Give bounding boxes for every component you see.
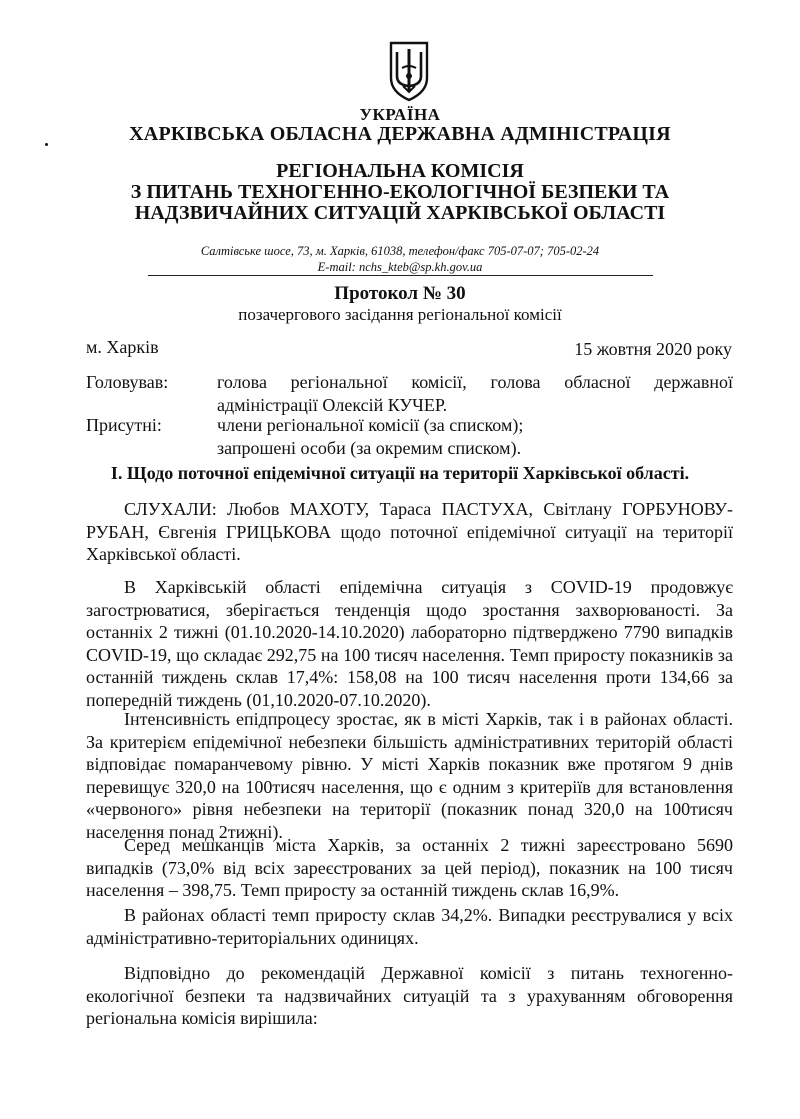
section-title: І. Щодо поточної епідемічної ситуації на території Харківської області. bbox=[110, 463, 690, 483]
email-line: E-mail: nchs_kteb@sp.kh.gov.ua bbox=[317, 260, 483, 274]
present-value bbox=[217, 414, 733, 459]
paragraph-text: В районах області темп приросту склав 34,2%. Випадки реєструвалися у всіх адміністративно-територіальних одиницях. bbox=[86, 905, 733, 948]
paragraph-text: СЛУХАЛИ: Любов МАХОТУ, Тараса ПАСТУХА, Світлану ГОРБУНОВУ-РУБАН, Євгенія ГРИЦЬКОВА щодо поточної епідемічної ситуації на території Харківської області. bbox=[86, 499, 733, 565]
administration-name: ХАРКІВСЬКА ОБЛАСНА ДЕРЖАВНА АДМІНІСТРАЦІЯ bbox=[129, 123, 671, 145]
commission-title-line-1: РЕГІОНАЛЬНА КОМІСІЯ bbox=[276, 160, 524, 182]
paragraph-city-residents bbox=[86, 834, 733, 902]
commission-title-line-2: З ПИТАНЬ ТЕХНОГЕННО-ЕКОЛОГІЧНОЇ БЕЗПЕКИ ТА bbox=[130, 181, 670, 203]
paragraph-text: Відповідно до рекомендацій Державної комісії з питань техногенно-екологічної безпеки та надзвичайних ситуацій та з урахуванням обговорення регіональна комісія вирішила: bbox=[86, 963, 733, 1029]
present-line-1: члени регіональної комісії (за списком); bbox=[217, 415, 524, 435]
chaired-label: Головував: bbox=[86, 372, 169, 392]
protocol-city: м. Харків bbox=[86, 337, 159, 357]
paragraph-heard bbox=[86, 498, 733, 566]
protocol-subtitle: позачергового засідання регіональної комісії bbox=[238, 305, 562, 324]
paragraph-situation bbox=[86, 576, 733, 712]
country-name: УКРАЇНА bbox=[359, 105, 441, 124]
paragraph-text: В Харківській області епідемічна ситуація з COVID-19 продовжує загострюватися, зберігається тенденція щодо зростання захворюваності. За останніх 2 тижні (01.10.2020-14.10.2020) лабораторно підтверджено 7790 випадків COVID-19, що складає 292,75 на 100 тисяч населення. Темп приросту показників за останній тиждень склав 17,4%: 158,08 на 100 тисяч населення проти 134,66 за попередній тиждень (01,10.2020-07.10.2020). bbox=[86, 577, 733, 710]
header-divider bbox=[148, 275, 653, 276]
commission-title-line-3: НАДЗВИЧАЙНИХ СИТУАЦІЙ ХАРКІВСЬКОЇ ОБЛАСТІ bbox=[134, 202, 666, 224]
paragraph-text: Серед мешканців міста Харків, за останніх 2 тижні зареєстровано 5690 випадків (73,0% від всіх зареєстрованих за цей період), показник на 100 тисяч населення – 398,75. Темп приросту за останній тиждень склав 16,9%. bbox=[86, 835, 733, 901]
present-label: Присутні: bbox=[86, 415, 162, 435]
address-line: Салтівське шосе, 73, м. Харків, 61038, телефон/факс 705-07-07; 705-02-24 bbox=[200, 244, 600, 258]
paragraph-districts bbox=[86, 904, 733, 949]
protocol-title: Протокол № 30 bbox=[334, 283, 466, 304]
paragraph-intensity bbox=[86, 708, 733, 844]
protocol-date: 15 жовтня 2020 року bbox=[574, 339, 732, 359]
trident-coat-of-arms-icon bbox=[388, 40, 430, 102]
paragraph-text: Інтенсивність епідпроцесу зростає, як в місті Харків, так і в районах області. За критерієм епідемічної небезпеки більшість адміністративних територій області відповідає помаранчевому рівню. У місті Харків показник вже протягом 9 днів перевищує 320,0 на 100тисяч населення, що є одним з критеріїв для встановлення «червоного» рівня небезпеки на території (показник понад 320,0 на 100тисяч населення понад 2тижні). bbox=[86, 709, 733, 842]
chaired-value: голова регіональної комісії, голова обласної державної адміністрації Олексій КУЧЕР. bbox=[217, 372, 733, 415]
present-line-2: запрошені особи (за окремим списком). bbox=[217, 437, 522, 458]
paragraph-decision bbox=[86, 962, 733, 1030]
